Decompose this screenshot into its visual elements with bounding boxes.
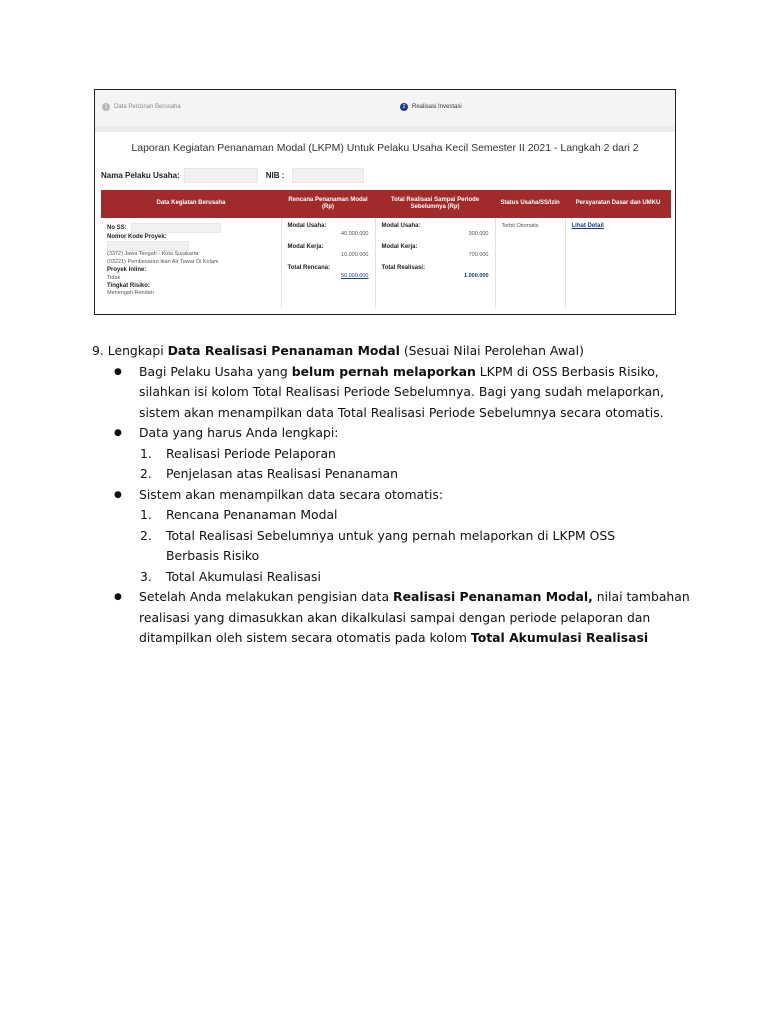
realisasi-cell bbox=[375, 218, 495, 308]
modal-usaha-value: 40.000.000 bbox=[340, 231, 369, 237]
item-number: 3. bbox=[140, 568, 152, 584]
column-header: Rencana Penanaman Modal (Rp) bbox=[281, 190, 375, 218]
total-realisasi-value: 1.000.000 bbox=[464, 273, 489, 279]
bullet4-bold1: Realisasi Penanaman Modal, bbox=[393, 589, 593, 604]
document-body bbox=[92, 341, 692, 649]
stepper bbox=[95, 90, 675, 127]
bullet3-text: Sistem akan menampilkan data secara otomatis: bbox=[139, 486, 444, 502]
no-ss-label: No SS: bbox=[107, 224, 127, 231]
bullet4-line2: realisasi yang dimasukkan akan dikalkulasi sampai dengan periode pelaporan dan bbox=[139, 609, 651, 625]
bullet4-part1: Setelah Anda melakukan pengisian data bbox=[139, 589, 394, 604]
total-realisasi-label: Total Realisasi: bbox=[381, 265, 426, 271]
bullet1-part2: LKPM di OSS Berbasis Risiko, bbox=[475, 363, 659, 379]
inline-label: Proyek Inline: bbox=[107, 267, 147, 274]
item-9-prefix: 9. Lengkapi bbox=[92, 343, 168, 358]
item-text: Realisasi Periode Pelaporan bbox=[166, 445, 336, 461]
numbered-item bbox=[92, 567, 692, 588]
identity-row bbox=[101, 168, 364, 183]
report-title: Laporan Kegiatan Penanaman Modal (LKPM) Untuk Pelaku Usaha Kecil Semester II 2021 - Langkah 2 dari 2 bbox=[131, 142, 639, 154]
column-header: Data Kegiatan Berusaha bbox=[101, 190, 281, 218]
step-label: Data Perizinan Berusaha bbox=[114, 104, 181, 110]
step-data-perizinan[interactable] bbox=[102, 103, 181, 111]
modal-usaha-label: Modal Usaha: bbox=[287, 223, 327, 229]
numbered-item bbox=[92, 464, 692, 485]
modal-kerja-value: 700.000 bbox=[468, 252, 489, 258]
nama-redacted-field bbox=[184, 168, 258, 183]
nib-label: NIB : bbox=[265, 171, 285, 180]
bullet-item bbox=[92, 362, 692, 424]
item-number: 1. bbox=[140, 507, 152, 522]
status-cell bbox=[495, 218, 565, 308]
bullet4-line3: ditampilkan oleh sistem secara otomatis pada kolom bbox=[139, 630, 471, 645]
risiko-label: Tingkat Risiko: bbox=[107, 283, 150, 290]
bullet1-part1: Bagi Pelaku Usaha yang bbox=[139, 363, 292, 379]
embedded-screenshot bbox=[94, 89, 676, 315]
divider bbox=[95, 126, 675, 132]
bullet4-bold2: Total Akumulasi Realisasi bbox=[470, 630, 649, 645]
bullet1-line2: silahkan isi kolom Total Realisasi Periode Sebelumnya. Bagi yang sudah melaporkan, bbox=[139, 384, 664, 399]
item-number: 2. bbox=[140, 466, 152, 481]
kegiatan-cell bbox=[101, 218, 281, 308]
bullet4-part2: nilai tambahan bbox=[592, 589, 690, 604]
lkpm-table bbox=[101, 190, 671, 308]
persyaratan-cell bbox=[565, 218, 671, 308]
bullet1-line3: sistem akan menampilkan data Total Realisasi Periode Sebelumnya secara otomatis. bbox=[139, 404, 664, 420]
total-rencana-label: Total Rencana: bbox=[287, 265, 331, 271]
column-header: Status Usaha/SS/Izin bbox=[495, 190, 565, 218]
item-text-continued: Berbasis Risiko bbox=[166, 548, 260, 563]
kode-proyek-label: Nomor Kode Proyek: bbox=[107, 234, 167, 240]
numbered-item bbox=[92, 526, 692, 567]
total-rencana-value: 50.000.000 bbox=[340, 273, 369, 279]
lihat-detail-link[interactable]: Lihat Detail bbox=[571, 223, 604, 229]
modal-kerja-label: Modal Kerja: bbox=[381, 244, 418, 250]
modal-usaha-value: 300.000 bbox=[468, 231, 489, 237]
item-9-heading bbox=[92, 341, 692, 362]
bullet1-bold: belum pernah melaporkan bbox=[291, 363, 476, 379]
step-number: 2 bbox=[400, 103, 408, 111]
numbered-item bbox=[92, 505, 692, 526]
kbli-text: (03221) Pembesaran Ikan Air Tawar Di Kolam bbox=[107, 258, 219, 265]
step-number: 1 bbox=[102, 103, 110, 111]
bullet2-text: Data yang harus Anda lengkapi: bbox=[139, 425, 339, 440]
bullet-item bbox=[92, 485, 692, 506]
column-header: Total Realisasi Sampai Periode Sebelumnya (Rp) bbox=[375, 190, 495, 218]
kode-proyek-redacted bbox=[107, 241, 189, 251]
item-text: Total Akumulasi Realisasi bbox=[166, 568, 321, 584]
item-text: Total Realisasi Sebelumnya untuk yang pernah melaporkan di LKPM OSS bbox=[166, 527, 616, 543]
table-row bbox=[101, 218, 671, 308]
item-text: Rencana Penanaman Modal bbox=[166, 507, 338, 522]
bullet-item bbox=[92, 423, 692, 444]
item-number: 2. bbox=[140, 527, 152, 543]
lokasi-text: (3372) Jawa Tengah - Kota Surakarta bbox=[107, 251, 199, 258]
inline-value: Tidak bbox=[107, 274, 121, 281]
item-text: Penjelasan atas Realisasi Penanaman bbox=[166, 466, 398, 481]
step-label: Realisasi Investasi bbox=[412, 104, 462, 110]
modal-kerja-label: Modal Kerja: bbox=[287, 244, 324, 250]
item-9-suffix: (Sesuai Nilai Perolehan Awal) bbox=[399, 343, 584, 358]
item-9-bold: Data Realisasi Penanaman Modal bbox=[167, 343, 400, 358]
nib-redacted-field bbox=[292, 168, 364, 183]
step-realisasi-investasi[interactable] bbox=[400, 103, 462, 111]
modal-usaha-label: Modal Usaha: bbox=[381, 223, 421, 229]
item-number: 1. bbox=[140, 445, 152, 461]
status-value: Terbit Otomatis bbox=[501, 223, 539, 229]
numbered-item bbox=[92, 444, 692, 465]
no-ss-redacted bbox=[131, 223, 221, 233]
risiko-value: Menengah Rendah bbox=[107, 290, 154, 297]
column-header: Persyaratan Dasar dan UMKU bbox=[565, 190, 671, 218]
bullet-item bbox=[92, 587, 692, 649]
bullet-list bbox=[92, 362, 692, 649]
modal-kerja-value: 10.000.000 bbox=[340, 252, 369, 258]
rencana-cell bbox=[281, 218, 375, 308]
nama-label: Nama Pelaku Usaha: bbox=[101, 171, 180, 180]
